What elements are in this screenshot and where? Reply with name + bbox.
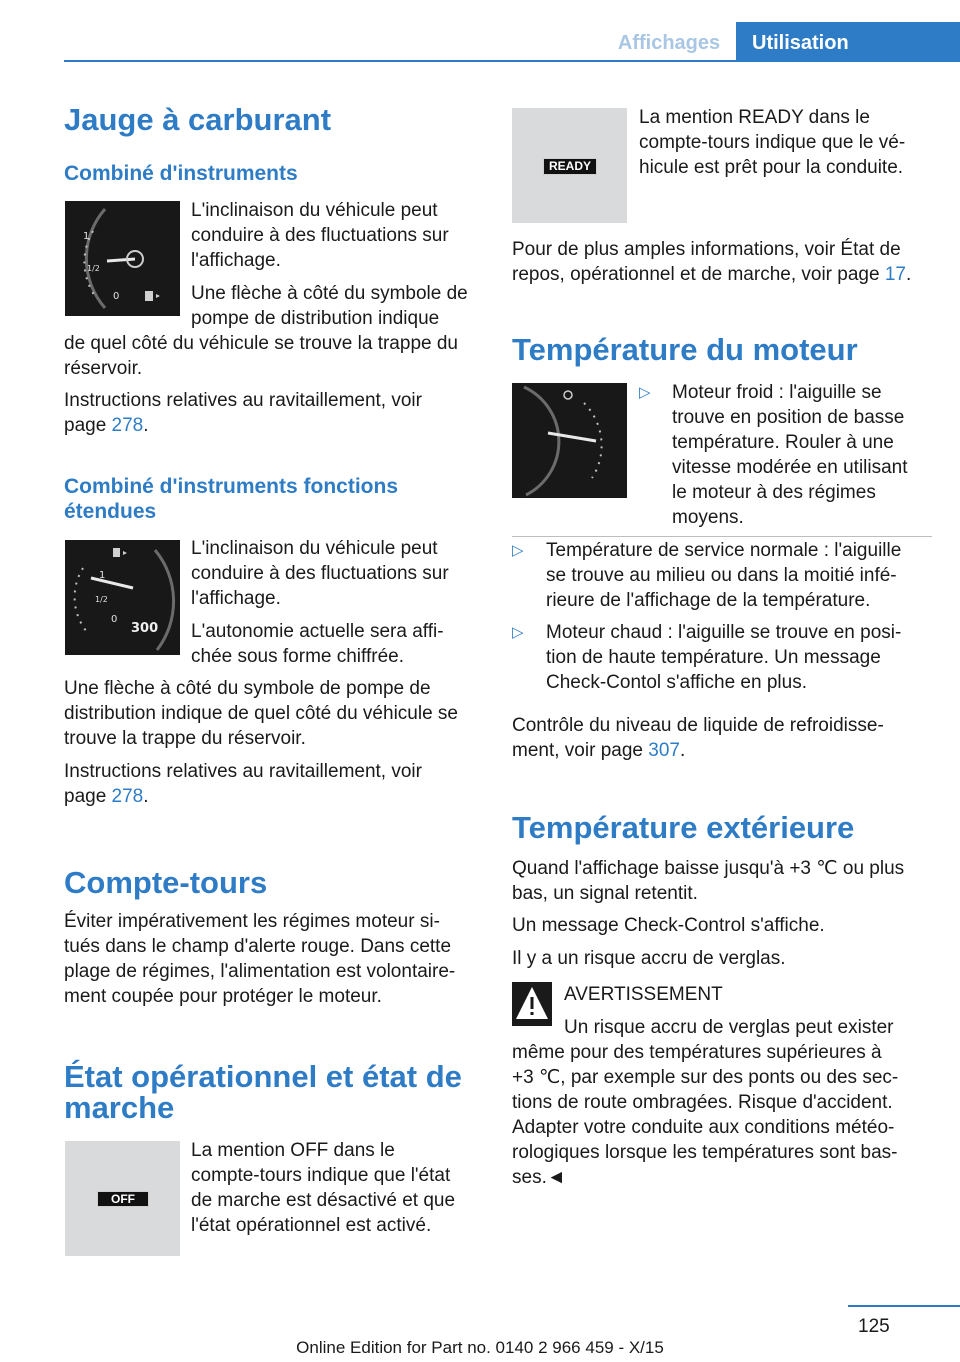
warning-l5: Adapter votre conduite aux conditions météo‐ xyxy=(512,1117,895,1138)
outside-p2: Un message Check-Control s'affiche. xyxy=(512,915,825,936)
warning-l3: +3 ℃, par exemple sur des ponts ou des sec‐ xyxy=(512,1067,899,1088)
b1-l5: le moteur à des régimes xyxy=(672,482,876,503)
heading-extended-l2: étendues xyxy=(64,500,157,523)
bullet-1-icon: ▷ xyxy=(639,384,651,401)
gauge2-range: 300 xyxy=(131,621,159,636)
b3-l2: tion de haute température. Un message xyxy=(546,647,881,668)
bullet-2-icon: ▷ xyxy=(512,542,524,559)
warning-l1: Un risque accru de verglas peut exister xyxy=(564,1017,894,1038)
ext-p3-l2: distribution indique de quel côté du véhicule se xyxy=(64,703,458,724)
off-badge: OFF xyxy=(97,1191,149,1207)
warning-l6: rologiques lorsque les températures sont bas‐ xyxy=(512,1142,898,1163)
ext-p2-l1: L'autonomie actuelle sera affi‐ xyxy=(191,621,444,642)
ext-p4-suffix: . xyxy=(143,786,149,807)
bullet-separator xyxy=(512,536,932,537)
gauge2-label-1: 1 xyxy=(99,570,106,581)
fuel-pump-icon-2 xyxy=(113,548,120,557)
outside-p1-l1: Quand l'affichage baisse jusqu'à +3 ℃ ou plus xyxy=(512,858,905,879)
ready-p-l2: compte-tours indique que le vé‐ xyxy=(639,132,906,153)
off-p-l1: La mention OFF dans le xyxy=(191,1140,395,1161)
bullet-3-icon: ▷ xyxy=(512,624,524,641)
link-page-278-a[interactable]: 278 xyxy=(111,415,144,436)
outside-p3: Il y a un risque accru de verglas. xyxy=(512,948,786,969)
b2-l3: rieure de l'affichage de la température. xyxy=(546,590,871,611)
ext-p2-l2: chée sous forme chiffrée. xyxy=(191,646,404,667)
ready-p-l3: hicule est prêt pour la conduite. xyxy=(639,157,904,178)
std-p2-l1: Une flèche à côté du symbole de xyxy=(191,283,468,304)
std-p3-prefix: page xyxy=(64,415,112,436)
std-p1-l1: L'inclinaison du véhicule peut xyxy=(191,200,438,221)
fuel-gauge-image xyxy=(65,201,180,316)
std-p3-suffix: . xyxy=(143,415,149,436)
link-page-307[interactable]: 307 xyxy=(648,740,680,761)
state-more-l2 xyxy=(512,262,911,287)
fuel-gauge-extended-image xyxy=(65,540,180,655)
outside-p1-l2: bas, un signal retentit. xyxy=(512,883,698,904)
off-p-l3: de marche est désactivé et que xyxy=(191,1190,456,1211)
warning-icon xyxy=(512,982,552,1026)
ready-p-l1: La mention READY dans le xyxy=(639,107,870,128)
engine-temp-gauge-graphic xyxy=(512,383,627,498)
heading-engine-temperature: Température du moteur xyxy=(512,332,858,367)
std-p3-l1: Instructions relatives au ravitaillement, voir xyxy=(64,390,422,411)
off-p-l4: l'état opérationnel est activé. xyxy=(191,1215,432,1236)
off-p-l2: compte-tours indique que l'état xyxy=(191,1165,451,1186)
heading-standard-cluster: Combiné d'instruments xyxy=(64,162,298,185)
std-p3-l2 xyxy=(64,413,149,438)
gauge2-label-0: 0 xyxy=(111,614,118,625)
ext-p3-l3: trouve la trappe du réservoir. xyxy=(64,728,306,749)
tab-utilisation[interactable]: Utilisation xyxy=(736,22,960,62)
b2-l2: se trouve au milieu ou dans la moitié infé‐ xyxy=(546,565,897,586)
ext-p1-l2: conduire à des fluctuations sur xyxy=(191,563,449,584)
footer-rule xyxy=(848,1305,960,1307)
engine-temp-gauge-image xyxy=(512,383,627,498)
off-indicator-image xyxy=(65,1141,180,1256)
page-header xyxy=(0,0,960,62)
state-more-l1: Pour de plus amples informations, voir État de xyxy=(512,239,901,260)
state-more-suffix: . xyxy=(905,264,912,285)
b1-l1: Moteur froid : l'aiguille se xyxy=(672,382,882,403)
gauge1-label-0: 0 xyxy=(113,291,120,302)
std-p2-l4: réservoir. xyxy=(64,358,143,379)
ext-p4-l1: Instructions relatives au ravitaillement, voir xyxy=(64,761,422,782)
ext-p1-l3: l'affichage. xyxy=(191,588,281,609)
b3-l1: Moteur chaud : l'aiguille se trouve en posi‐ xyxy=(546,622,902,643)
link-page-17[interactable]: 17 xyxy=(884,264,906,285)
tacho-p1-l4: ment coupée pour protéger le moteur. xyxy=(64,986,382,1007)
ready-indicator-image xyxy=(512,108,627,223)
std-p1-l3: l'affichage. xyxy=(191,250,281,271)
std-p1-l2: conduire à des fluctuations sur xyxy=(191,225,449,246)
coolant-l1: Contrôle du niveau de liquide de refroidisse‐ xyxy=(512,715,884,736)
std-p2-l2: pompe de distribution indique xyxy=(191,308,440,329)
heading-tachometer: Compte-tours xyxy=(64,865,268,900)
heading-extended-l1: Combiné d'instruments fonctions xyxy=(64,475,399,498)
std-p2-l3: de quel côté du véhicule se trouve la trappe du xyxy=(64,333,458,354)
page-number: 125 xyxy=(858,1316,890,1337)
ext-p4-prefix: page xyxy=(64,786,112,807)
state-more-prefix: repos, opérationnel et de marche, voir page xyxy=(512,264,885,285)
footer-edition: Online Edition for Part no. 0140 2 966 459 - X/15 xyxy=(296,1338,664,1357)
tacho-p1-l1: Éviter impérativement les régimes moteur si‐ xyxy=(64,911,440,932)
gauge1-label-1: 1 xyxy=(83,231,90,242)
tacho-p1-l3: plage de régimes, l'alimentation est volontaire‐ xyxy=(64,961,456,982)
heading-operating-state-l1: État opérationnel et état de xyxy=(64,1059,462,1094)
ext-p4-l2 xyxy=(64,784,149,809)
heading-outside-temperature: Température extérieure xyxy=(512,810,855,845)
ext-p3-l1: Une flèche à côté du symbole de pompe de xyxy=(64,678,431,699)
warning-l4: tions de route ombragées. Risque d'accident. xyxy=(512,1092,893,1113)
warning-l2: même pour des températures supérieures à xyxy=(512,1042,882,1063)
tab-affichages[interactable]: Affichages xyxy=(617,32,721,54)
gauge2-label-half: 1/2 xyxy=(95,595,108,604)
ready-badge: READY xyxy=(543,158,597,175)
b2-l1: Température de service normale : l'aiguille xyxy=(546,540,902,561)
header-rule xyxy=(64,60,960,62)
warning-l7: ses.◄ xyxy=(512,1167,566,1188)
heading-operating-state-l2: marche xyxy=(64,1090,175,1125)
fuel-pump-icon xyxy=(145,291,153,301)
coolant-prefix: ment, voir page xyxy=(512,740,649,761)
fuel-gauge-extended-graphic xyxy=(65,540,180,655)
warning-title: AVERTISSEMENT xyxy=(564,984,723,1005)
b1-l6: moyens. xyxy=(672,507,744,528)
coolant-l2 xyxy=(512,738,685,763)
ext-p1-l1: L'inclinaison du véhicule peut xyxy=(191,538,438,559)
gauge1-label-half: 1/2 xyxy=(87,264,100,273)
link-page-278-b[interactable]: 278 xyxy=(111,786,144,807)
coolant-suffix: . xyxy=(679,740,686,761)
fuel-gauge-graphic xyxy=(65,201,180,316)
b1-l3: température. Rouler à une xyxy=(672,432,894,453)
tacho-p1-l2: tués dans le champ d'alerte rouge. Dans cette xyxy=(64,936,452,957)
b1-l4: vitesse modérée en utilisant xyxy=(672,457,908,478)
heading-fuel-gauge: Jauge à carburant xyxy=(64,102,332,137)
b1-l2: trouve en position de basse xyxy=(672,407,905,428)
b3-l3: Check-Contol s'affiche en plus. xyxy=(546,672,807,693)
